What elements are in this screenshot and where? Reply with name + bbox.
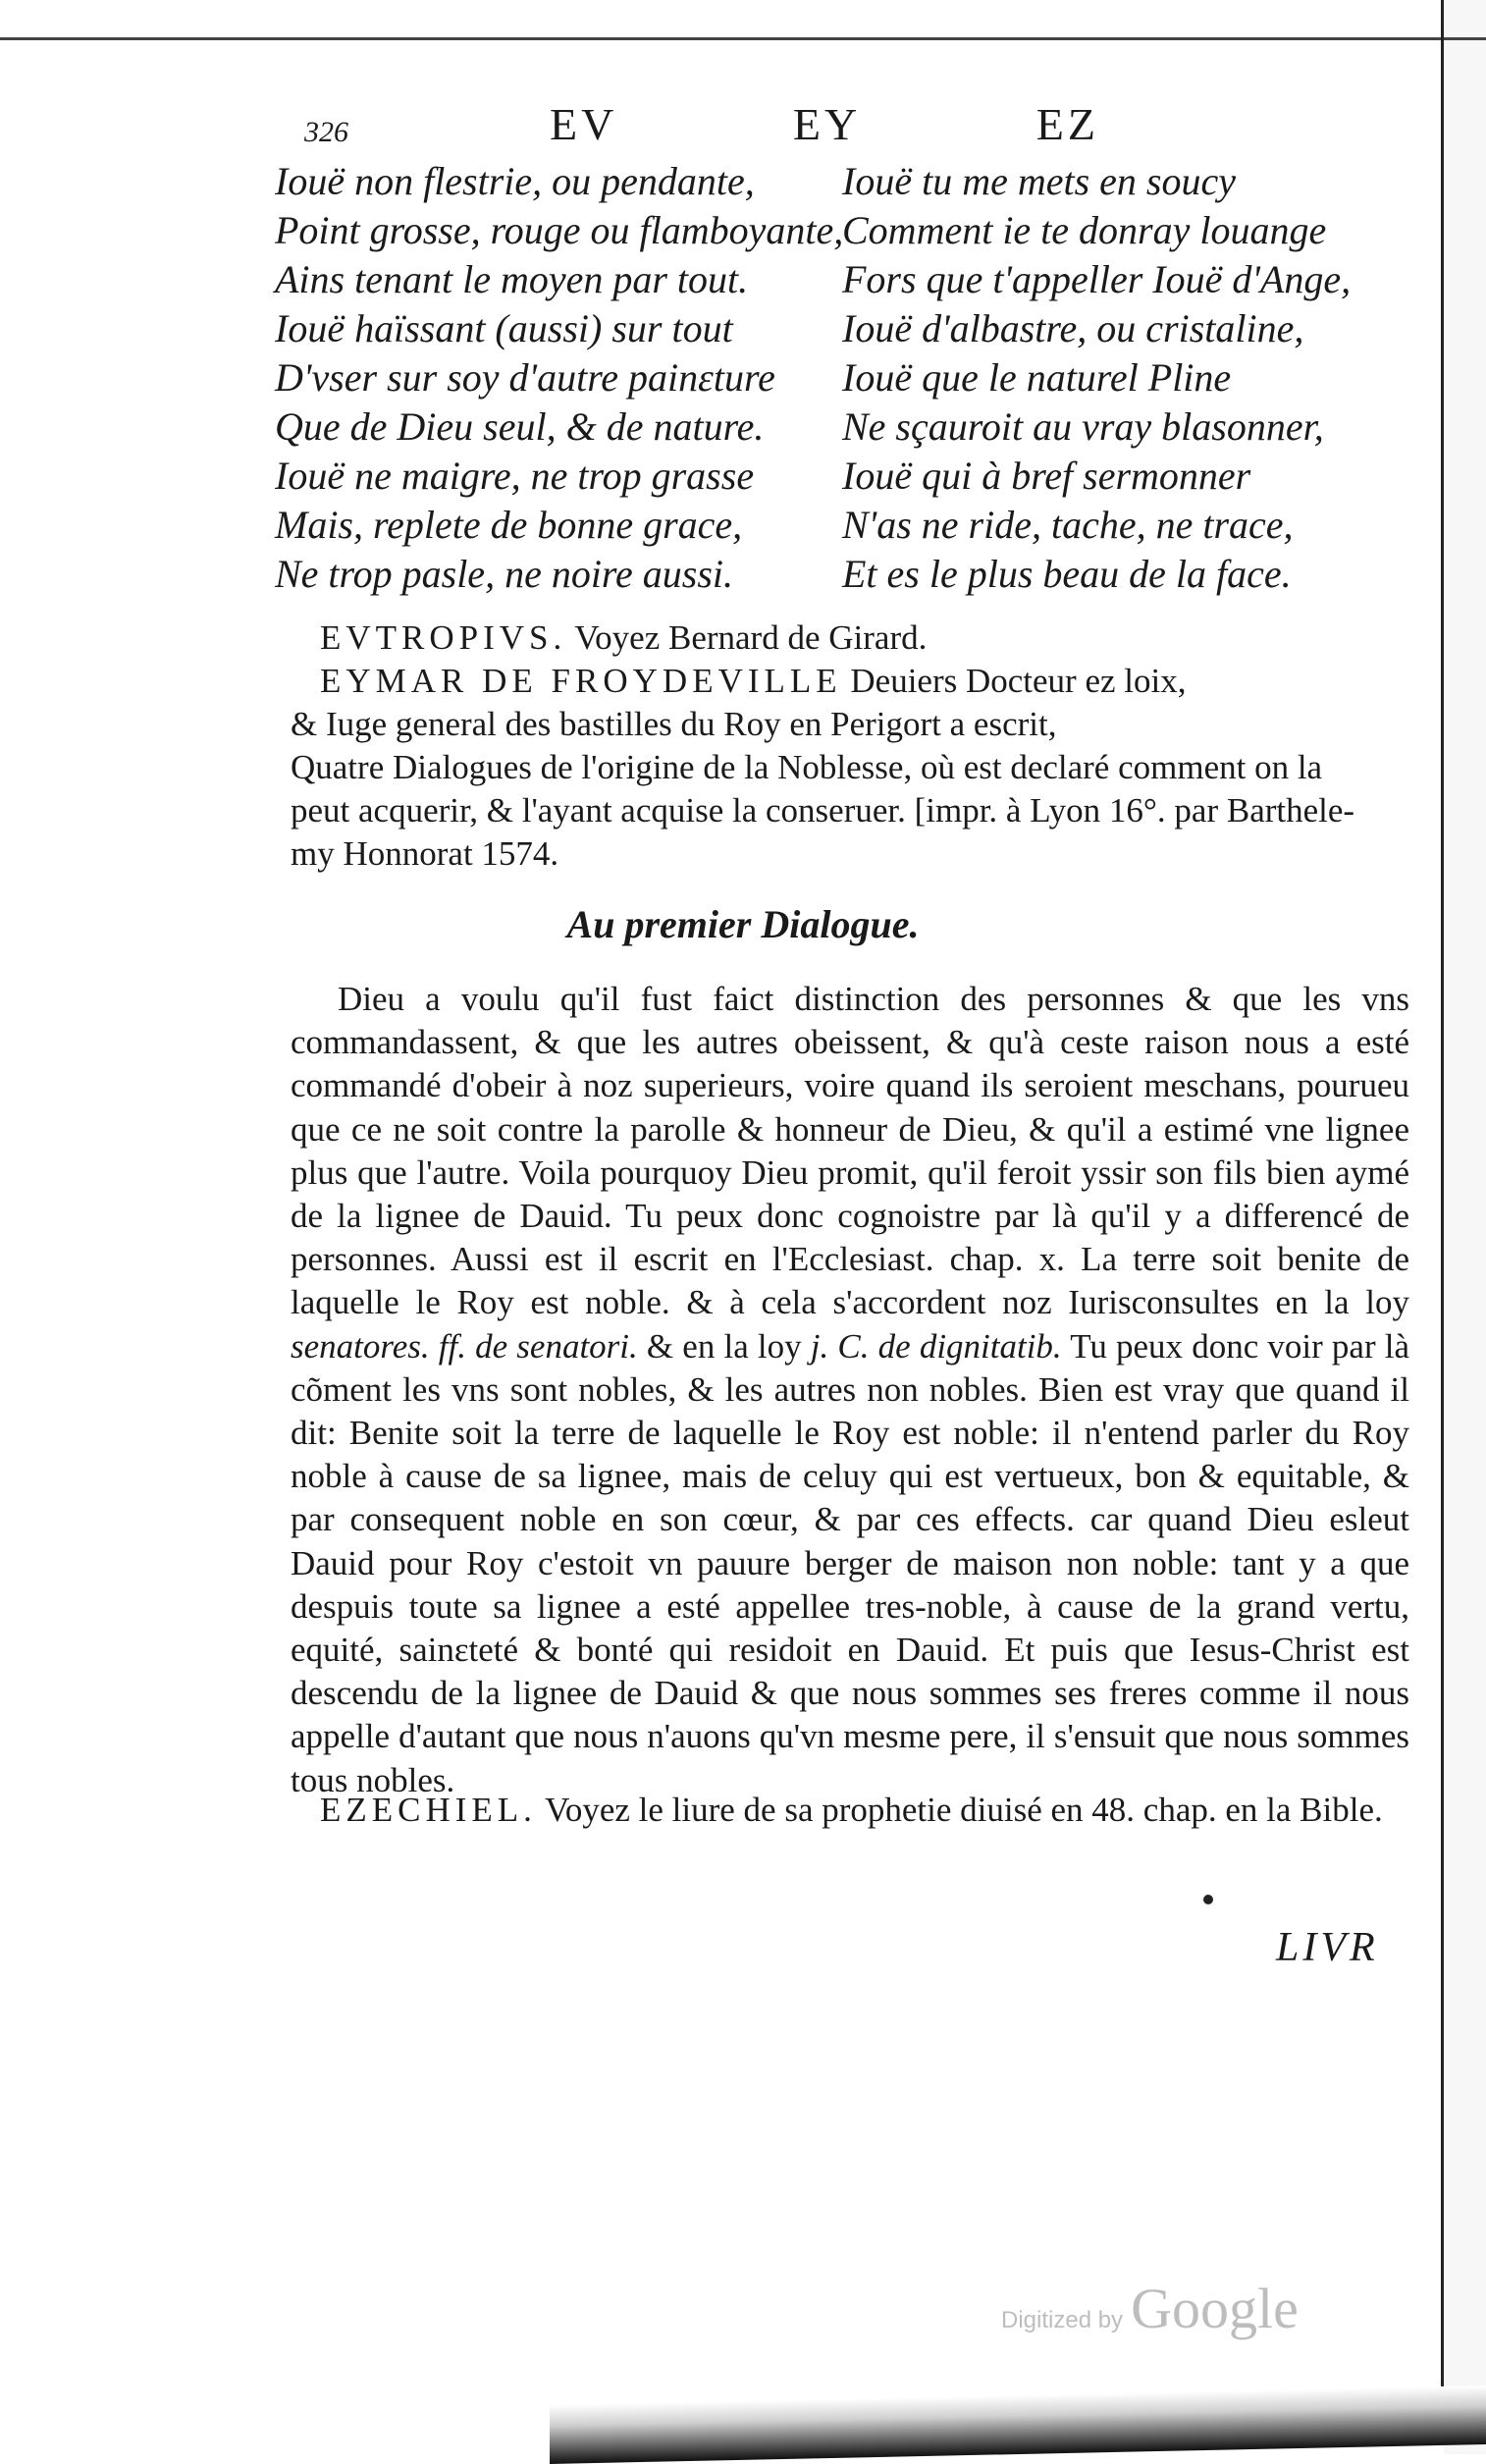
poem-line: Ains tenant le moyen par tout.: [275, 257, 749, 301]
watermark-small: Digitized by: [1001, 2307, 1124, 2333]
entry-name: EVTROPIVS.: [320, 618, 567, 657]
poem-line: Iouë qui à bref sermonner: [842, 454, 1251, 498]
page-number: 326: [304, 116, 348, 148]
entry-name: EYMAR DE FROYDEVILLE: [320, 662, 842, 700]
entry-text: Deuiers Docteur ez loix,: [850, 662, 1187, 700]
watermark-logo: Google: [1131, 2277, 1299, 2340]
body-paragraph: [291, 978, 1409, 1802]
poem-line: Ne sçauroit au vray blasonner,: [842, 404, 1324, 449]
page-top-edge: [0, 37, 1486, 40]
poem-line: Iouë d'albastre, ou cristaline,: [842, 306, 1304, 350]
poem-line: Comment ie te donray louange: [842, 208, 1327, 252]
poem-right-column: [842, 157, 1392, 599]
poem-line: Iouë tu me mets en soucy: [842, 159, 1236, 203]
entry-text: Quatre Dialogues de l'origine de la Noblesse, où est declaré comment on la: [291, 748, 1323, 786]
poem-line: Point grosse, rouge ou flamboyante,: [275, 208, 844, 252]
poem-left-column: [275, 157, 844, 599]
entry-text: peut acquerir, & l'ayant acquise la conseruer. [impr. à Lyon 16°. par Barthele-: [291, 791, 1355, 830]
entry-text: Voyez le liure de sa prophetie diuisé en 48. chap. en la Bible.: [545, 1791, 1383, 1829]
right-page-strip: [1444, 0, 1486, 2454]
body-citation: j. C. de dignitatib.: [810, 1326, 1062, 1366]
body-text-part: Dieu a voulu qu'il fust faict distinction des personnes & que les vns commandassent, & que les autres obeissent, & qu'à ceste raison nous a esté commandé d'obeir à noz superieurs, voire quand ils seroient meschans, pourueu que ce ne soit contre la parolle & honneur de Dieu, & qu'il a estimé vne lignee plus que l'autre. Voila pourquoy Dieu promit, qu'il feroit yssir son fils bien aymé de la lignee de Dauid. Tu peux donc cognoistre par là qu'il y a differencé de personnes. Aussi est il escrit en l'Ecclesiast. chap. x. La terre soit benite de laquelle le Roy est noble. & à cela s'accordent noz Iurisconsultes en la loy: [291, 980, 1409, 1322]
poem-line: N'as ne ride, tache, ne trace,: [842, 503, 1294, 547]
running-head-ey: EY: [792, 99, 862, 149]
poem-line: Fors que t'appeller Iouë d'Ange,: [842, 257, 1352, 301]
poem-line: Et es le plus beau de la face.: [842, 552, 1292, 596]
running-head-ev: EV: [550, 99, 618, 149]
body-citation: senatores. ff. de senatori.: [291, 1326, 638, 1366]
section-title: Au premier Dialogue.: [566, 902, 920, 946]
body-text-part: & en la loy: [646, 1326, 802, 1366]
poem-line: Iouë que le naturel Pline: [842, 355, 1232, 400]
poem-line: Iouë non flestrie, ou pendante,: [275, 159, 755, 203]
digitized-watermark: [1001, 2276, 1299, 2341]
running-head-ez: EZ: [1035, 99, 1099, 149]
entry-name: EZECHIEL.: [320, 1791, 537, 1829]
page-bottom-shadow: [550, 2385, 1486, 2464]
eutropius-entry: [291, 616, 1409, 660]
poem-line: Ne trop pasle, ne noire aussi.: [275, 552, 734, 596]
poem-line: Que de Dieu seul, & de nature.: [275, 404, 765, 449]
entry-text: my Honnorat 1574.: [291, 834, 559, 873]
poem-line: Iouë ne maigre, ne trop grasse: [275, 454, 755, 498]
poem-line: D'vser sur soy d'autre painɛture: [275, 355, 775, 400]
body-text-part: Tu peux donc voir par là cõment les vns sont nobles, & les autres non nobles. Bien est vray que quand il dit: Benite soit la terre de laquelle le Roy est noble: il n'entend parler du Roy noble à cause de sa lignee, mais de celuy qui est vertueux, bon & equitable, & par consequent noble en son cœur, & par ces effects. car quand Dieu esleut Dauid pour Roy c'estoit vn pauure berger de maison non noble: tant y a que despuis toute sa lignee a esté appellee tres-noble, à cause de la grand vertu, equité, sainɛteté & bonté qui residoit en Dauid. Et puis que Iesus-Christ est descendu de la lignee de Dauid & que nous sommes ses freres comme il nous appelle d'autant que nous n'auons qu'vn mesme pere, il s'ensuit que nous sommes tous nobles.: [291, 1326, 1410, 1799]
page-right-edge: [1441, 0, 1444, 2395]
poem-line: Iouë haïssant (aussi) sur tout: [275, 306, 733, 350]
poem-line: Mais, replete de bonne grace,: [275, 503, 743, 547]
entry-text: & Iuge general des bastilles du Roy en Perigort a escrit,: [291, 705, 1057, 743]
entry-text: Voyez Bernard de Girard.: [574, 618, 928, 657]
catchword: LIVR: [1276, 1925, 1379, 1970]
ezechiel-entry: [291, 1789, 1409, 1832]
eymar-entry: [291, 660, 1409, 876]
ink-dot: [1203, 1895, 1213, 1904]
running-head: [550, 98, 1099, 150]
